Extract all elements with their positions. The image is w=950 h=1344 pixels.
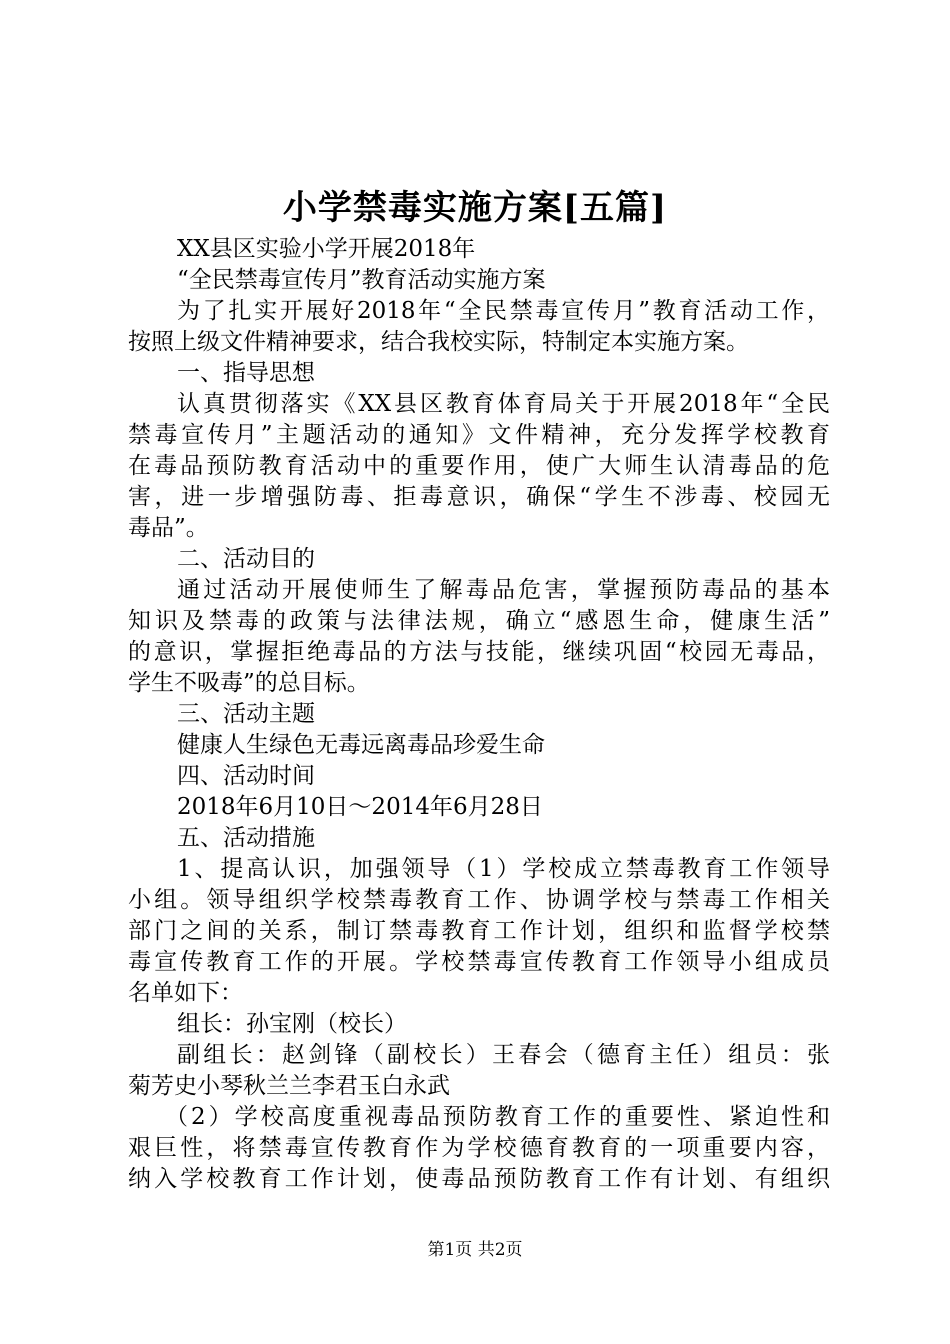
body-line: 为了扎实开展好2018年“全民禁毒宣传月”教育活动工作， bbox=[177, 298, 830, 324]
body-line: 毒品”。 bbox=[128, 515, 209, 541]
section-heading: 五、活动措施 bbox=[177, 825, 315, 851]
body-line: 纳入学校教育工作计划，使毒品预防教育工作有计划、有组织 bbox=[128, 1166, 830, 1192]
section-heading: 三、活动主题 bbox=[177, 701, 315, 727]
body-line: 认真贯彻落实《XX县区教育体育局关于开展2018年“全民 bbox=[177, 391, 830, 417]
body-line: XX县区实验小学开展2018年 bbox=[177, 236, 476, 262]
body-line: 在毒品预防教育活动中的重要作用，使广大师生认清毒品的危 bbox=[128, 453, 830, 479]
body-line: 菊芳史小琴秋兰兰李君玉白永武 bbox=[128, 1073, 450, 1099]
body-line: 副组长：赵剑锋（副校长）王春会（德育主任）组员：张 bbox=[177, 1042, 830, 1068]
body-line: 2018年6月10日～2014年6月28日 bbox=[177, 794, 543, 820]
section-heading: 二、活动目的 bbox=[177, 546, 315, 572]
page-footer: 第1页 共2页 bbox=[427, 1240, 523, 1260]
body-line: 的意识，掌握拒绝毒品的方法与技能，继续巩固“校园无毒品， bbox=[128, 639, 830, 665]
body-line: 健康人生绿色无毒远离毒品珍爱生命 bbox=[177, 732, 545, 758]
body-line: 名单如下： bbox=[128, 980, 243, 1006]
section-heading: 一、指导思想 bbox=[177, 360, 315, 386]
body-line: （2）学校高度重视毒品预防教育工作的重要性、紧迫性和 bbox=[165, 1104, 830, 1130]
body-line: 知识及禁毒的政策与法律法规，确立“感恩生命，健康生活” bbox=[128, 608, 830, 634]
body-line: 组长：孙宝刚（校长） bbox=[177, 1011, 407, 1037]
body-line: 艰巨性，将禁毒宣传教育作为学校德育教育的一项重要内容， bbox=[128, 1135, 830, 1161]
body-line: 1、提高认识，加强领导（1）学校成立禁毒教育工作领导 bbox=[177, 856, 830, 882]
body-line: “全民禁毒宣传月”教育活动实施方案 bbox=[177, 267, 546, 293]
document-title: 小学禁毒实施方案[五篇] bbox=[282, 188, 668, 228]
body-line: 禁毒宣传月”主题活动的通知》文件精神，充分发挥学校教育 bbox=[128, 422, 830, 448]
body-line: 小组。领导组织学校禁毒教育工作、协调学校与禁毒工作相关 bbox=[128, 887, 830, 913]
document-body bbox=[128, 234, 830, 1195]
body-line: 部门之间的关系，制订禁毒教育工作计划，组织和监督学校禁 bbox=[128, 918, 830, 944]
body-line: 害，进一步增强防毒、拒毒意识，确保“学生不涉毒、校园无 bbox=[128, 484, 830, 510]
body-line: 毒宣传教育工作的开展。学校禁毒宣传教育工作领导小组成员 bbox=[128, 949, 830, 975]
body-line: 按照上级文件精神要求，结合我校实际，特制定本实施方案。 bbox=[128, 329, 749, 355]
section-heading: 四、活动时间 bbox=[177, 763, 315, 789]
body-line: 学生不吸毒”的总目标。 bbox=[128, 670, 370, 696]
body-line: 通过活动开展使师生了解毒品危害，掌握预防毒品的基本 bbox=[177, 577, 830, 603]
